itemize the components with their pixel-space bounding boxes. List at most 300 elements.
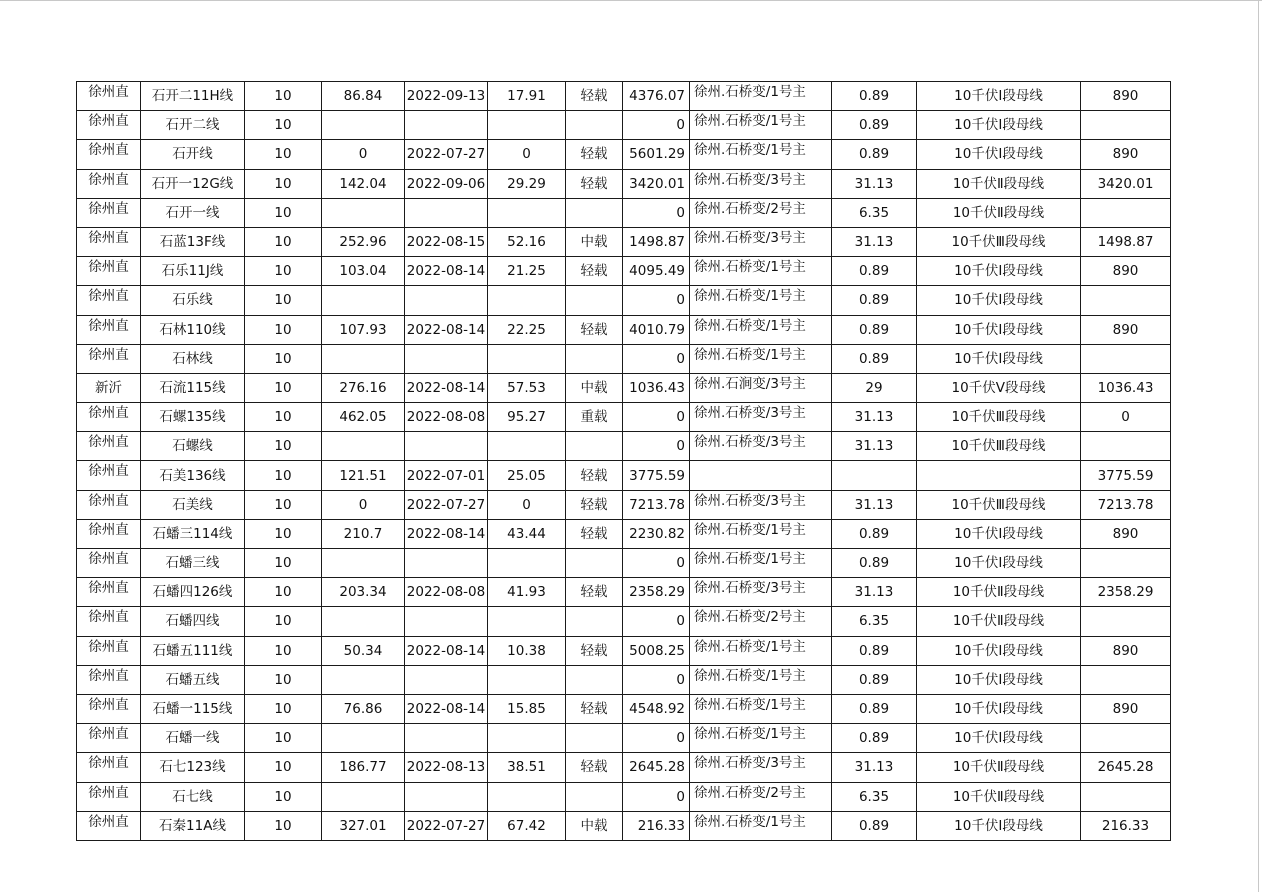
substation-cell: 徐州.石桥变/1号主 (690, 549, 832, 578)
value-a-cell (322, 111, 405, 140)
value-b-cell: 3420.01 (623, 169, 690, 198)
value-c-cell: 31.13 (832, 490, 917, 519)
region-cell: 徐州直 (77, 753, 141, 782)
table-row (77, 636, 1171, 665)
value-b-cell: 0 (623, 432, 690, 461)
value-b-cell: 0 (623, 782, 690, 811)
value-c-cell (832, 461, 917, 490)
date-cell: 2022-07-27 (405, 811, 488, 840)
value-b-cell: 0 (623, 286, 690, 315)
substation-cell: 徐州.石桥变/3号主 (690, 169, 832, 198)
value-c-cell: 0.89 (832, 665, 917, 694)
load-status-cell: 轻载 (566, 694, 623, 723)
load-status-cell: 轻载 (566, 140, 623, 169)
value-c-cell: 31.13 (832, 753, 917, 782)
table-body (77, 82, 1171, 841)
busbar-cell: 10千伏Ⅱ段母线 (917, 578, 1081, 607)
substation-cell: 徐州.石桥变/2号主 (690, 198, 832, 227)
date-cell (405, 111, 488, 140)
substation-cell: 徐州.石桥变/1号主 (690, 811, 832, 840)
line-name-cell: 石螺135线 (141, 403, 245, 432)
voltage-cell: 10 (245, 811, 322, 840)
region-cell: 徐州直 (77, 169, 141, 198)
voltage-cell: 10 (245, 286, 322, 315)
region-cell: 徐州直 (77, 549, 141, 578)
table-row (77, 811, 1171, 840)
value-a-cell: 210.7 (322, 519, 405, 548)
voltage-cell: 10 (245, 461, 322, 490)
table-row (77, 140, 1171, 169)
busbar-cell: 10千伏Ⅴ段母线 (917, 373, 1081, 402)
value-b-cell: 2230.82 (623, 519, 690, 548)
voltage-cell: 10 (245, 140, 322, 169)
value-b-cell: 1036.43 (623, 373, 690, 402)
busbar-cell: 10千伏Ⅲ段母线 (917, 432, 1081, 461)
substation-cell (690, 461, 832, 490)
voltage-cell: 10 (245, 315, 322, 344)
value-a-cell: 252.96 (322, 227, 405, 256)
busbar-cell: 10千伏Ⅲ段母线 (917, 490, 1081, 519)
table-row (77, 198, 1171, 227)
substation-cell: 徐州.石桥变/3号主 (690, 490, 832, 519)
substation-cell: 徐州.石桥变/1号主 (690, 140, 832, 169)
substation-cell: 徐州.石桥变/2号主 (690, 782, 832, 811)
load-status-cell (566, 432, 623, 461)
voltage-cell: 10 (245, 403, 322, 432)
line-name-cell: 石七123线 (141, 753, 245, 782)
value-d-cell: 7213.78 (1081, 490, 1171, 519)
rate-cell: 52.16 (488, 227, 566, 256)
table-row (77, 665, 1171, 694)
rate-cell: 41.93 (488, 578, 566, 607)
table-row (77, 82, 1171, 111)
value-b-cell: 3775.59 (623, 461, 690, 490)
value-d-cell (1081, 286, 1171, 315)
value-d-cell: 216.33 (1081, 811, 1171, 840)
value-c-cell: 6.35 (832, 198, 917, 227)
table-row (77, 782, 1171, 811)
line-name-cell: 石开线 (141, 140, 245, 169)
busbar-cell: 10千伏Ⅰ段母线 (917, 286, 1081, 315)
page-top-edge (0, 0, 1262, 1)
busbar-cell (917, 461, 1081, 490)
value-c-cell: 0.89 (832, 549, 917, 578)
table-row (77, 490, 1171, 519)
line-name-cell: 石乐线 (141, 286, 245, 315)
value-a-cell: 203.34 (322, 578, 405, 607)
rate-cell (488, 607, 566, 636)
line-name-cell: 石蟠三114线 (141, 519, 245, 548)
date-cell (405, 665, 488, 694)
busbar-cell: 10千伏Ⅰ段母线 (917, 111, 1081, 140)
value-b-cell: 0 (623, 549, 690, 578)
load-status-cell: 轻载 (566, 169, 623, 198)
rate-cell (488, 549, 566, 578)
busbar-cell: 10千伏Ⅰ段母线 (917, 140, 1081, 169)
rate-cell (488, 782, 566, 811)
voltage-cell: 10 (245, 490, 322, 519)
value-c-cell: 31.13 (832, 403, 917, 432)
load-status-cell (566, 198, 623, 227)
busbar-cell: 10千伏Ⅲ段母线 (917, 227, 1081, 256)
line-name-cell: 石蟠五线 (141, 665, 245, 694)
value-c-cell: 0.89 (832, 257, 917, 286)
line-name-cell: 石七线 (141, 782, 245, 811)
table-row (77, 724, 1171, 753)
voltage-cell: 10 (245, 578, 322, 607)
load-status-cell: 轻载 (566, 490, 623, 519)
date-cell (405, 782, 488, 811)
substation-cell: 徐州.石桥变/1号主 (690, 315, 832, 344)
table-row (77, 373, 1171, 402)
line-name-cell: 石开一线 (141, 198, 245, 227)
date-cell: 2022-08-14 (405, 636, 488, 665)
value-b-cell: 0 (623, 344, 690, 373)
rate-cell (488, 724, 566, 753)
value-d-cell: 3775.59 (1081, 461, 1171, 490)
load-status-cell: 中载 (566, 373, 623, 402)
value-d-cell (1081, 607, 1171, 636)
region-cell: 徐州直 (77, 111, 141, 140)
value-b-cell: 4095.49 (623, 257, 690, 286)
voltage-cell: 10 (245, 549, 322, 578)
value-a-cell (322, 665, 405, 694)
date-cell (405, 286, 488, 315)
busbar-cell: 10千伏Ⅰ段母线 (917, 636, 1081, 665)
date-cell: 2022-07-27 (405, 140, 488, 169)
rate-cell: 25.05 (488, 461, 566, 490)
substation-cell: 徐州.石桥变/1号主 (690, 665, 832, 694)
value-d-cell: 890 (1081, 315, 1171, 344)
busbar-cell: 10千伏Ⅰ段母线 (917, 724, 1081, 753)
region-cell: 徐州直 (77, 782, 141, 811)
value-a-cell: 276.16 (322, 373, 405, 402)
table-row (77, 519, 1171, 548)
busbar-cell: 10千伏Ⅰ段母线 (917, 257, 1081, 286)
value-c-cell: 6.35 (832, 607, 917, 636)
region-cell: 徐州直 (77, 636, 141, 665)
load-status-cell: 中载 (566, 811, 623, 840)
load-status-cell (566, 286, 623, 315)
table-row (77, 549, 1171, 578)
table-row (77, 578, 1171, 607)
value-b-cell: 4548.92 (623, 694, 690, 723)
table-row (77, 607, 1171, 636)
load-status-cell (566, 111, 623, 140)
region-cell: 徐州直 (77, 811, 141, 840)
value-d-cell: 3420.01 (1081, 169, 1171, 198)
value-a-cell (322, 344, 405, 373)
value-c-cell: 29 (832, 373, 917, 402)
value-a-cell: 86.84 (322, 82, 405, 111)
rate-cell: 10.38 (488, 636, 566, 665)
rate-cell: 43.44 (488, 519, 566, 548)
line-name-cell: 石开二线 (141, 111, 245, 140)
busbar-cell: 10千伏Ⅱ段母线 (917, 782, 1081, 811)
value-b-cell: 0 (623, 724, 690, 753)
value-c-cell: 0.89 (832, 344, 917, 373)
value-c-cell: 0.89 (832, 82, 917, 111)
line-name-cell: 石开二11H线 (141, 82, 245, 111)
table-row (77, 315, 1171, 344)
value-b-cell: 5008.25 (623, 636, 690, 665)
load-status-cell (566, 665, 623, 694)
busbar-cell: 10千伏Ⅲ段母线 (917, 403, 1081, 432)
region-cell: 徐州直 (77, 694, 141, 723)
value-b-cell: 2358.29 (623, 578, 690, 607)
busbar-cell: 10千伏Ⅱ段母线 (917, 607, 1081, 636)
value-d-cell (1081, 198, 1171, 227)
value-b-cell: 4376.07 (623, 82, 690, 111)
value-c-cell: 0.89 (832, 811, 917, 840)
value-a-cell: 0 (322, 140, 405, 169)
busbar-cell: 10千伏Ⅰ段母线 (917, 549, 1081, 578)
date-cell (405, 549, 488, 578)
region-cell: 徐州直 (77, 724, 141, 753)
voltage-cell: 10 (245, 665, 322, 694)
load-status-cell: 轻载 (566, 315, 623, 344)
rate-cell: 57.53 (488, 373, 566, 402)
value-a-cell (322, 549, 405, 578)
load-status-cell: 轻载 (566, 82, 623, 111)
page-right-edge (1258, 0, 1259, 892)
load-status-cell: 轻载 (566, 636, 623, 665)
line-name-cell: 石林线 (141, 344, 245, 373)
rate-cell: 0 (488, 490, 566, 519)
load-status-cell: 重载 (566, 403, 623, 432)
value-a-cell: 103.04 (322, 257, 405, 286)
value-a-cell: 142.04 (322, 169, 405, 198)
table-row (77, 403, 1171, 432)
value-d-cell: 890 (1081, 82, 1171, 111)
table-row (77, 694, 1171, 723)
busbar-cell: 10千伏Ⅰ段母线 (917, 665, 1081, 694)
feeder-load-table (76, 81, 1171, 841)
voltage-cell: 10 (245, 432, 322, 461)
rate-cell: 95.27 (488, 403, 566, 432)
region-cell: 徐州直 (77, 578, 141, 607)
value-a-cell (322, 724, 405, 753)
date-cell: 2022-09-06 (405, 169, 488, 198)
value-d-cell (1081, 549, 1171, 578)
table-row (77, 111, 1171, 140)
region-cell: 徐州直 (77, 461, 141, 490)
value-d-cell: 0 (1081, 403, 1171, 432)
value-b-cell: 1498.87 (623, 227, 690, 256)
value-b-cell: 2645.28 (623, 753, 690, 782)
table-row (77, 286, 1171, 315)
rate-cell (488, 432, 566, 461)
value-a-cell (322, 198, 405, 227)
region-cell: 徐州直 (77, 403, 141, 432)
load-status-cell: 轻载 (566, 753, 623, 782)
voltage-cell: 10 (245, 607, 322, 636)
line-name-cell: 石蟠四126线 (141, 578, 245, 607)
value-d-cell: 2358.29 (1081, 578, 1171, 607)
rate-cell: 15.85 (488, 694, 566, 723)
voltage-cell: 10 (245, 694, 322, 723)
busbar-cell: 10千伏Ⅰ段母线 (917, 811, 1081, 840)
value-c-cell: 31.13 (832, 578, 917, 607)
value-d-cell (1081, 111, 1171, 140)
value-b-cell: 7213.78 (623, 490, 690, 519)
rate-cell: 38.51 (488, 753, 566, 782)
value-a-cell: 107.93 (322, 315, 405, 344)
region-cell: 徐州直 (77, 665, 141, 694)
busbar-cell: 10千伏Ⅰ段母线 (917, 315, 1081, 344)
table-row (77, 753, 1171, 782)
rate-cell (488, 286, 566, 315)
value-c-cell: 0.89 (832, 694, 917, 723)
substation-cell: 徐州.石桥变/1号主 (690, 82, 832, 111)
value-a-cell (322, 286, 405, 315)
value-c-cell: 0.89 (832, 519, 917, 548)
busbar-cell: 10千伏Ⅱ段母线 (917, 198, 1081, 227)
date-cell: 2022-08-14 (405, 257, 488, 286)
region-cell: 徐州直 (77, 286, 141, 315)
value-d-cell: 1036.43 (1081, 373, 1171, 402)
line-name-cell: 石流115线 (141, 373, 245, 402)
value-d-cell: 890 (1081, 257, 1171, 286)
date-cell: 2022-08-15 (405, 227, 488, 256)
substation-cell: 徐州.石桥变/3号主 (690, 227, 832, 256)
value-d-cell: 1498.87 (1081, 227, 1171, 256)
voltage-cell: 10 (245, 227, 322, 256)
value-b-cell: 0 (623, 665, 690, 694)
voltage-cell: 10 (245, 344, 322, 373)
date-cell: 2022-08-13 (405, 753, 488, 782)
region-cell: 徐州直 (77, 198, 141, 227)
substation-cell: 徐州.石桥变/1号主 (690, 636, 832, 665)
busbar-cell: 10千伏Ⅰ段母线 (917, 519, 1081, 548)
region-cell: 新沂 (77, 373, 141, 402)
value-a-cell (322, 607, 405, 636)
value-b-cell: 216.33 (623, 811, 690, 840)
substation-cell: 徐州.石桥变/1号主 (690, 724, 832, 753)
voltage-cell: 10 (245, 111, 322, 140)
date-cell: 2022-08-14 (405, 315, 488, 344)
rate-cell (488, 198, 566, 227)
voltage-cell: 10 (245, 724, 322, 753)
voltage-cell: 10 (245, 519, 322, 548)
line-name-cell: 石开一12G线 (141, 169, 245, 198)
rate-cell (488, 111, 566, 140)
value-d-cell (1081, 724, 1171, 753)
line-name-cell: 石林110线 (141, 315, 245, 344)
voltage-cell: 10 (245, 169, 322, 198)
line-name-cell: 石螺线 (141, 432, 245, 461)
substation-cell: 徐州.石涧变/3号主 (690, 373, 832, 402)
substation-cell: 徐州.石桥变/3号主 (690, 403, 832, 432)
line-name-cell: 石蟠一线 (141, 724, 245, 753)
line-name-cell: 石乐11J线 (141, 257, 245, 286)
region-cell: 徐州直 (77, 140, 141, 169)
value-d-cell (1081, 665, 1171, 694)
date-cell (405, 432, 488, 461)
table-row (77, 432, 1171, 461)
value-c-cell: 0.89 (832, 140, 917, 169)
rate-cell: 29.29 (488, 169, 566, 198)
region-cell: 徐州直 (77, 227, 141, 256)
region-cell: 徐州直 (77, 82, 141, 111)
line-name-cell: 石蟠四线 (141, 607, 245, 636)
value-d-cell: 890 (1081, 636, 1171, 665)
voltage-cell: 10 (245, 782, 322, 811)
load-status-cell: 轻载 (566, 519, 623, 548)
substation-cell: 徐州.石桥变/1号主 (690, 694, 832, 723)
region-cell: 徐州直 (77, 257, 141, 286)
value-a-cell: 186.77 (322, 753, 405, 782)
load-status-cell (566, 344, 623, 373)
region-cell: 徐州直 (77, 344, 141, 373)
load-status-cell: 轻载 (566, 578, 623, 607)
busbar-cell: 10千伏Ⅰ段母线 (917, 344, 1081, 373)
voltage-cell: 10 (245, 257, 322, 286)
load-status-cell (566, 782, 623, 811)
line-name-cell: 石秦11A线 (141, 811, 245, 840)
value-b-cell: 0 (623, 607, 690, 636)
value-c-cell: 0.89 (832, 636, 917, 665)
busbar-cell: 10千伏Ⅱ段母线 (917, 753, 1081, 782)
value-b-cell: 5601.29 (623, 140, 690, 169)
substation-cell: 徐州.石桥变/1号主 (690, 519, 832, 548)
date-cell (405, 607, 488, 636)
value-a-cell (322, 782, 405, 811)
rate-cell: 17.91 (488, 82, 566, 111)
busbar-cell: 10千伏Ⅱ段母线 (917, 169, 1081, 198)
value-c-cell: 31.13 (832, 432, 917, 461)
date-cell: 2022-08-14 (405, 694, 488, 723)
value-a-cell: 76.86 (322, 694, 405, 723)
busbar-cell: 10千伏Ⅰ段母线 (917, 82, 1081, 111)
value-a-cell: 121.51 (322, 461, 405, 490)
date-cell (405, 198, 488, 227)
value-c-cell: 0.89 (832, 286, 917, 315)
value-d-cell: 890 (1081, 140, 1171, 169)
voltage-cell: 10 (245, 82, 322, 111)
rate-cell: 22.25 (488, 315, 566, 344)
load-status-cell: 中载 (566, 227, 623, 256)
substation-cell: 徐州.石桥变/3号主 (690, 432, 832, 461)
rate-cell (488, 665, 566, 694)
value-d-cell: 2645.28 (1081, 753, 1171, 782)
substation-cell: 徐州.石桥变/3号主 (690, 753, 832, 782)
voltage-cell: 10 (245, 198, 322, 227)
line-name-cell: 石美136线 (141, 461, 245, 490)
load-status-cell (566, 549, 623, 578)
table-row (77, 257, 1171, 286)
date-cell (405, 344, 488, 373)
table-row (77, 344, 1171, 373)
date-cell: 2022-09-13 (405, 82, 488, 111)
region-cell: 徐州直 (77, 519, 141, 548)
line-name-cell: 石蟠三线 (141, 549, 245, 578)
region-cell: 徐州直 (77, 490, 141, 519)
value-d-cell (1081, 782, 1171, 811)
rate-cell: 21.25 (488, 257, 566, 286)
line-name-cell: 石美线 (141, 490, 245, 519)
table-row (77, 169, 1171, 198)
value-c-cell: 0.89 (832, 724, 917, 753)
substation-cell: 徐州.石桥变/1号主 (690, 111, 832, 140)
load-status-cell: 轻载 (566, 257, 623, 286)
value-a-cell: 50.34 (322, 636, 405, 665)
region-cell: 徐州直 (77, 432, 141, 461)
table-row (77, 227, 1171, 256)
value-d-cell: 890 (1081, 694, 1171, 723)
value-a-cell: 462.05 (322, 403, 405, 432)
load-status-cell (566, 607, 623, 636)
